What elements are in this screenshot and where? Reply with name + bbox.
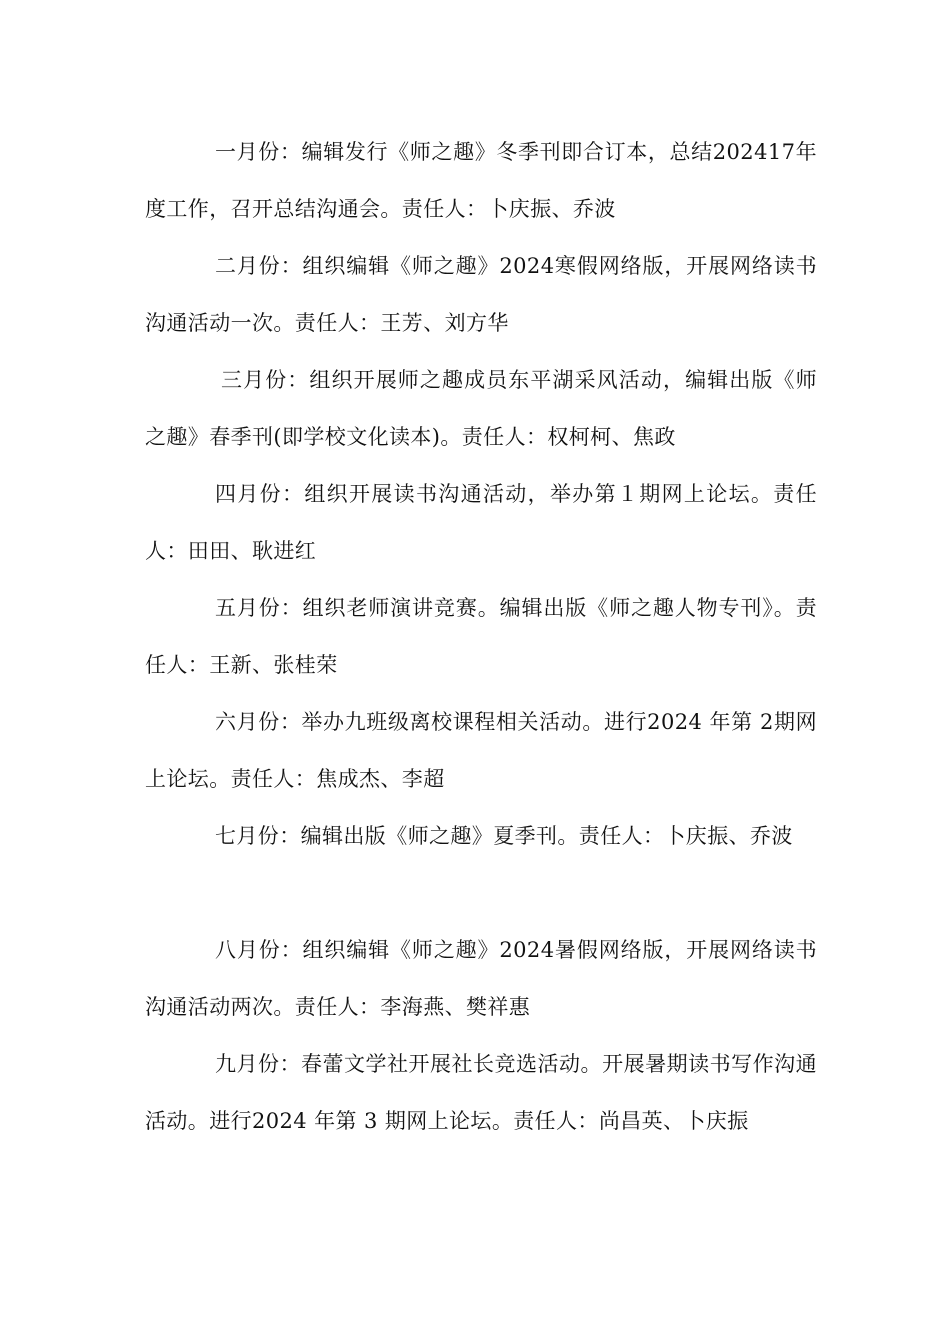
paragraph-september: 九月份：春蕾文学社开展社长竞选活动。开展暑期读书写作沟通活动。进行2024 年第 3 期网上论坛。责任人：尚昌英、卜庆振 — [145, 1052, 817, 1133]
paragraph-february: 二月份：组织编辑《师之趣》2024寒假网络版，开展网络读书沟通活动一次。责任人：王芳、刘方华 — [145, 254, 817, 335]
paragraph-july: 七月份：编辑出版《师之趣》夏季刊。责任人：卜庆振、乔波 — [215, 824, 793, 848]
paragraph-april: 四月份：组织开展读书沟通活动，举办第１期网上论坛。责任人：田田、耿进红 — [145, 482, 817, 563]
paragraph-june: 六月份：举办九班级离校课程相关活动。进行2024 年第 2期网上论坛。责任人：焦成杰、李超 — [145, 710, 817, 791]
paragraph-march: 三月份：组织开展师之趣成员东平湖采风活动，编辑出版《师之趣》春季刊(即学校文化读本)。责任人：权柯柯、焦政 — [145, 368, 817, 449]
paragraph-august: 八月份：组织编辑《师之趣》2024暑假网络版，开展网络读书沟通活动两次。责任人：李海燕、樊祥惠 — [145, 938, 817, 1019]
paragraph-january: 一月份：编辑发行《师之趣》冬季刊即合订本，总结202417年度工作，召开总结沟通会。责任人：卜庆振、乔波 — [145, 140, 817, 221]
paragraph-may: 五月份：组织老师演讲竞赛。编辑出版《师之趣人物专刊》。责任人：王新、张桂荣 — [145, 596, 817, 677]
